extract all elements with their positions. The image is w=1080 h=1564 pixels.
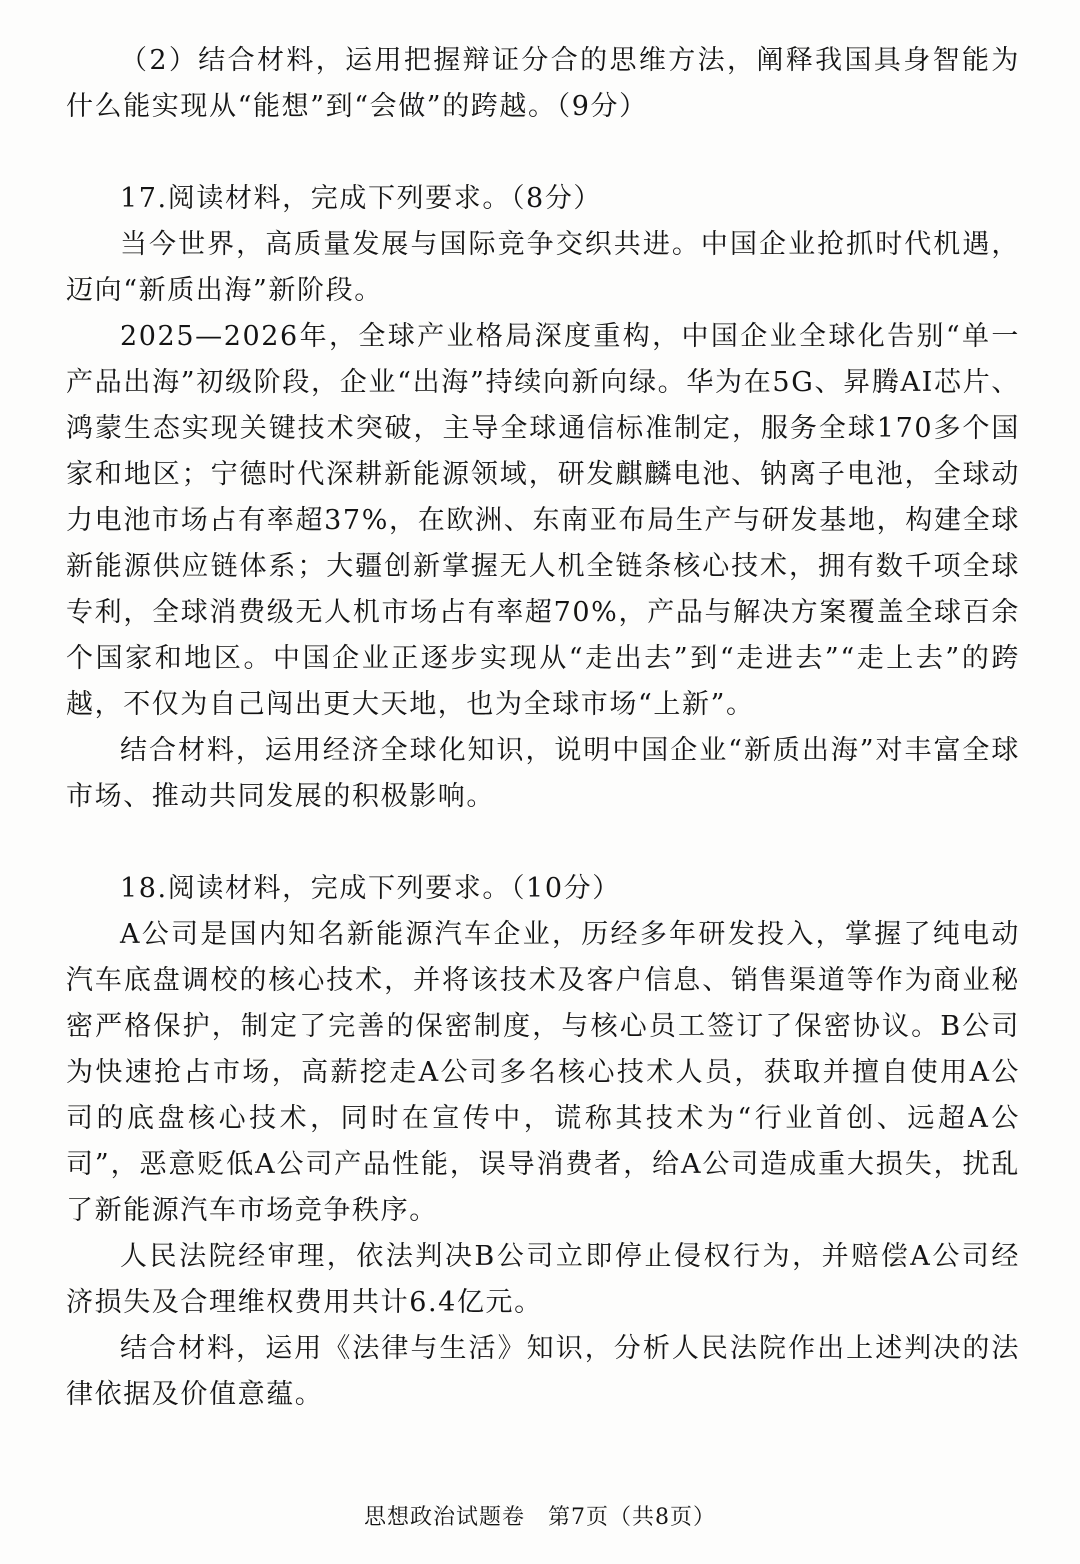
page-content (66, 38, 1020, 1418)
question-17-material-intro: 当今世界，高质量发展与国际竞争交织共进。中国企业抢抓时代机遇，迈向“新质出海”新阶段。 (66, 229, 1020, 306)
question-18-material-ruling: 人民法院经审理，依法判决B公司立即停止侵权行为，并赔偿A公司经济损失及合理维权费用共计6.4亿元。 (66, 1241, 1020, 1318)
question-17-heading: 17.阅读材料，完成下列要求。（8分） (120, 183, 603, 214)
question-16-part-2-text: （2）结合材料，运用把握辩证分合的思维方法，阐释我国具身智能为什么能实现从“能想”到“会做”的跨越。（9分） (66, 45, 1020, 122)
question-18 (66, 866, 1020, 1418)
question-17-material-body: 2025—2026年，全球产业格局深度重构，中国企业全球化告别“单一产品出海”初级阶段，企业“出海”持续向新向绿。华为在5G、昇腾AI芯片、鸿蒙生态实现关键技术突破，主导全球通信标准制定，服务全球170多个国家和地区；宁德时代深耕新能源领域，研发麒麟电池、钠离子电池，全球动力电池市场占有率超37%，在欧洲、东南亚布局生产与研发基地，构建全球新能源供应链体系；大疆创新掌握无人机全链条核心技术，拥有数千项全球专利，全球消费级无人机市场占有率超70%，产品与解决方案覆盖全球百余个国家和地区。中国企业正逐步实现从“走出去”到“走进去”“走上去”的跨越，不仅为自己闯出更大天地，也为全球市场“上新”。 (66, 321, 1020, 720)
question-17-prompt: 结合材料，运用经济全球化知识，说明中国企业“新质出海”对丰富全球市场、推动共同发展的积极影响。 (66, 735, 1020, 812)
question-16-part-2 (66, 38, 1020, 130)
question-18-heading: 18.阅读材料，完成下列要求。（10分） (120, 873, 621, 904)
question-18-prompt: 结合材料，运用《法律与生活》知识，分析人民法院作出上述判决的法律依据及价值意蕴。 (66, 1333, 1020, 1410)
page-footer: 思想政治试题卷 第7页（共8页） (364, 1505, 716, 1530)
question-18-material-case: A公司是国内知名新能源汽车企业，历经多年研发投入，掌握了纯电动汽车底盘调校的核心技术，并将该技术及客户信息、销售渠道等作为商业秘密严格保护，制定了完善的保密制度，与核心员工签订了保密协议。B公司为快速抢占市场，高薪挖走A公司多名核心技术人员，获取并擅自使用A公司的底盘核心技术，同时在宣传中，谎称其技术为“行业首创、远超A公司”，恶意贬低A公司产品性能，误导消费者，给A公司造成重大损失，扰乱了新能源汽车市场竞争秩序。 (66, 919, 1020, 1226)
question-17 (66, 176, 1020, 820)
